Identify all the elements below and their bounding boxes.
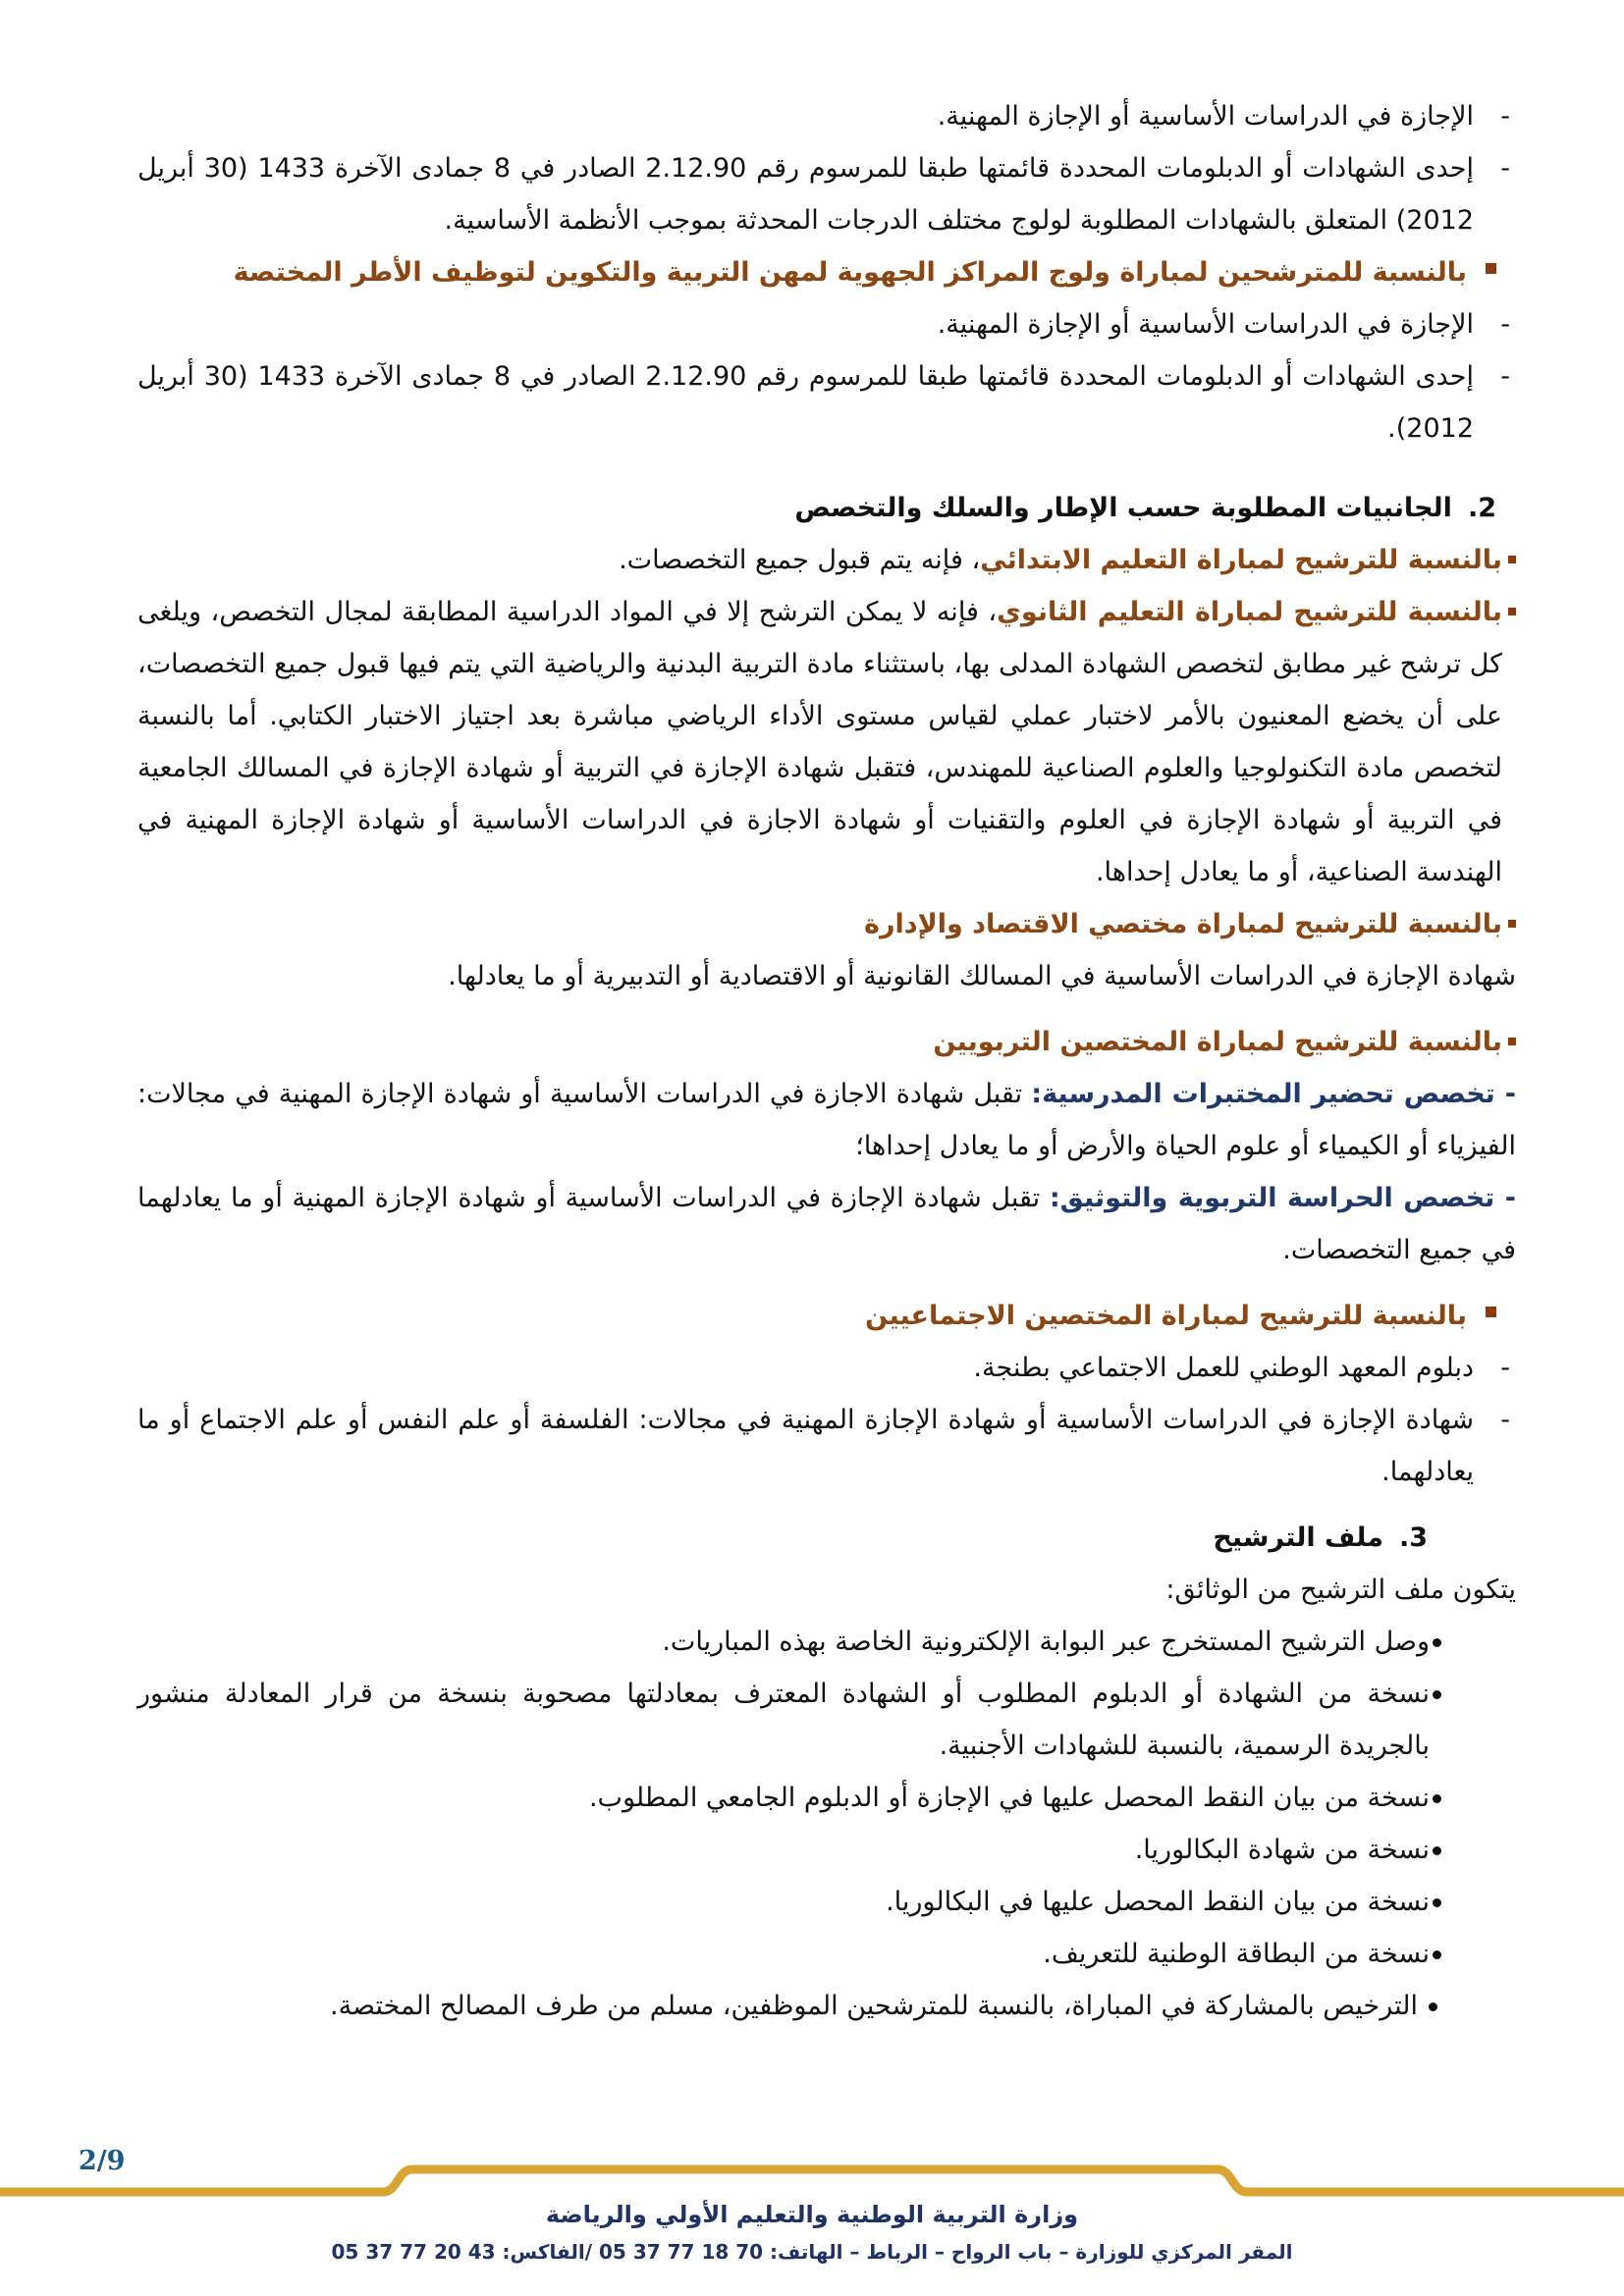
list-item: - دبلوم المعهد الوطني للعمل الاجتماعي بطنجة. <box>137 1342 1516 1394</box>
list-item: - إحدى الشهادات أو الدبلومات المحددة قائمتها طبقا للمرسوم رقم 2.12.90 الصادر في 8 جمادى الآخرة 1433 (30 أبريل 2012). <box>137 350 1516 454</box>
square-bullet-icon <box>1508 608 1516 615</box>
round-bullet-icon <box>1433 1690 1441 1699</box>
list-item: الترخيص بالمشاركة في المباراة، بالنسبة للمترشحين الموظفين، مسلم من طرف المصالح المختصة. <box>137 1980 1516 2032</box>
list-item: نسخة من البطاقة الوطنية للتعريف. <box>137 1928 1516 1980</box>
secondary-education-paragraph: بالنسبة للترشيح لمباراة التعليم الثانوي، فإنه لا يمكن الترشح إلا في المواد الدراسية المطابقة لمجال التخصص، ويلغى كل ترشح غير مطابق لتخصص الشهادة المدلى بها، باستثناء مادة التربية البدنية والرياضية التي يتم فيها قبول جميع التخصصات، على أن يخضع المعنيون بالأمر لاختبار عملي لقياس مستوى الأداء الرياضي مباشرة بعد اجتياز الاختبار الكتابي. أما بالنسبة لتخصص مادة التكنولوجيا والعلوم الصناعية للمهندس، فتقبل شهادة الإجازة في التربية أو شهادة الإجازة في المسالك الجامعية في التربية أو شهادة الإجازة في العلوم والتقنيات أو شهادة الاجازة في الدراسات الأساسية أو شهادة الإجازة المهنية في الهندسة الصناعية، أو ما يعادل إحداها. <box>137 586 1516 898</box>
specialty-name: - تخصص تحضير المختبرات المدرسية: <box>1031 1079 1516 1109</box>
round-bullet-icon <box>1433 1898 1441 1907</box>
document-body <box>137 90 1516 2032</box>
section-3-intro: يتكون ملف الترشيح من الوثائق: <box>1165 1575 1516 1605</box>
dash-bullet-icon: - <box>1500 309 1510 340</box>
dash-bullet-icon: - <box>1500 153 1510 184</box>
round-bullet-icon <box>1433 1794 1441 1803</box>
footer-divider <box>0 2155 1624 2204</box>
dash-bullet-icon: - <box>1500 101 1510 132</box>
section-2-title: 2.الجانبيات المطلوبة حسب الإطار والسلك والتخصص <box>794 493 1496 523</box>
round-bullet-icon <box>1433 1950 1441 1959</box>
list-item: - الإجازة في الدراسات الأساسية أو الإجازة المهنية. <box>137 90 1516 142</box>
specialty-supervision: - تخصص الحراسة التربوية والتوثيق: تقبل شهادة الإجازة في الدراسات الأساسية أو شهادة الإجازة المهنية أو ما يعادلهما في جميع التخصصات. <box>137 1183 1516 1265</box>
dash-bullet-icon: - <box>1500 1353 1510 1383</box>
round-bullet-icon <box>1433 1638 1441 1647</box>
page-number: 2/9 <box>79 2146 126 2176</box>
ministry-address: المقر المركزي للوزارة – باب الرواح – الرباط – الهاتف: 70 18 77 37 05 /الفاكس: 43 20 77 37 05 <box>331 2240 1293 2264</box>
list-item: نسخة من شهادة البكالوريا. <box>137 1824 1516 1876</box>
economics-text: شهادة الإجازة في الدراسات الأساسية في المسالك القانونية أو الاقتصادية أو التدبيرية أو ما يعادلها. <box>448 961 1516 991</box>
list-item: نسخة من الشهادة أو الدبلوم المطلوب أو الشهادة المعترف بمعادلتها مصحوبة بنسخة من قرار المعادلة منشور بالجريدة الرسمية، بالنسبة للشهادات الأجنبية. <box>137 1668 1516 1772</box>
round-bullet-icon <box>1429 2002 1437 2011</box>
educational-specialists-heading: بالنسبة للترشيح لمباراة المختصين التربويين <box>137 1016 1516 1068</box>
primary-education-paragraph: بالنسبة للترشيح لمباراة التعليم الابتدائي، فإنه يتم قبول جميع التخصصات. <box>137 534 1516 586</box>
round-bullet-icon <box>1433 1846 1441 1855</box>
specialty-name: - تخصص الحراسة التربوية والتوثيق: <box>1049 1183 1516 1213</box>
list-item: - إحدى الشهادات أو الدبلومات المحددة قائمتها طبقا للمرسوم رقم 2.12.90 الصادر في 8 جمادى الآخرة 1433 (30 أبريل 2012) المتعلق بالشهادات المطلوبة لولوج مختلف الدرجات المحدثة بموجب الأنظمة الأساسية. <box>137 142 1516 246</box>
list-item: - الإجازة في الدراسات الأساسية أو الإجازة المهنية. <box>137 298 1516 350</box>
square-bullet-icon <box>1508 920 1516 928</box>
social-specialists-heading: بالنسبة للترشيح لمباراة المختصين الاجتماعيين <box>137 1290 1496 1342</box>
list-item: نسخة من بيان النقط المحصل عليها في البكالوريا. <box>137 1876 1516 1928</box>
section-3-title: 3.ملف الترشيح <box>1213 1522 1428 1553</box>
square-bullet-icon <box>1486 263 1496 274</box>
dash-bullet-icon: - <box>1500 1405 1510 1435</box>
specialty-lab-preparation: - تخصص تحضير المختبرات المدرسية: تقبل شهادة الاجازة في الدراسات الأساسية أو شهادة الإجازة المهنية في مجالات: الفيزياء أو الكيمياء أو علوم الحياة والأرض أو ما يعادل إحداها؛ <box>137 1079 1516 1161</box>
list-item: نسخة من بيان النقط المحصل عليها في الإجازة أو الدبلوم الجامعي المطلوب. <box>137 1772 1516 1824</box>
list-item: وصل الترشيح المستخرج عبر البوابة الإلكترونية الخاصة بهذه المباريات. <box>137 1616 1516 1668</box>
square-bullet-icon <box>1486 1307 1496 1317</box>
dash-bullet-icon: - <box>1500 361 1510 392</box>
list-item: - شهادة الإجازة في الدراسات الأساسية أو شهادة الإجازة المهنية في مجالات: الفلسفة أو علم النفس أو علم الاجتماع أو ما يعادلهما. <box>137 1394 1516 1498</box>
square-bullet-icon <box>1508 556 1516 563</box>
regional-centers-heading: بالنسبة للمترشحين لمباراة ولوج المراكز الجهوية لمهن التربية والتكوين لتوظيف الأطر المختصة <box>137 246 1496 298</box>
ministry-name: وزارة التربية الوطنية والتعليم الأولي والرياضة <box>545 2201 1079 2228</box>
economics-heading: بالنسبة للترشيح لمباراة مختصي الاقتصاد والإدارة <box>137 898 1516 950</box>
footer-gold-line <box>0 2169 1624 2192</box>
square-bullet-icon <box>1508 1038 1516 1045</box>
